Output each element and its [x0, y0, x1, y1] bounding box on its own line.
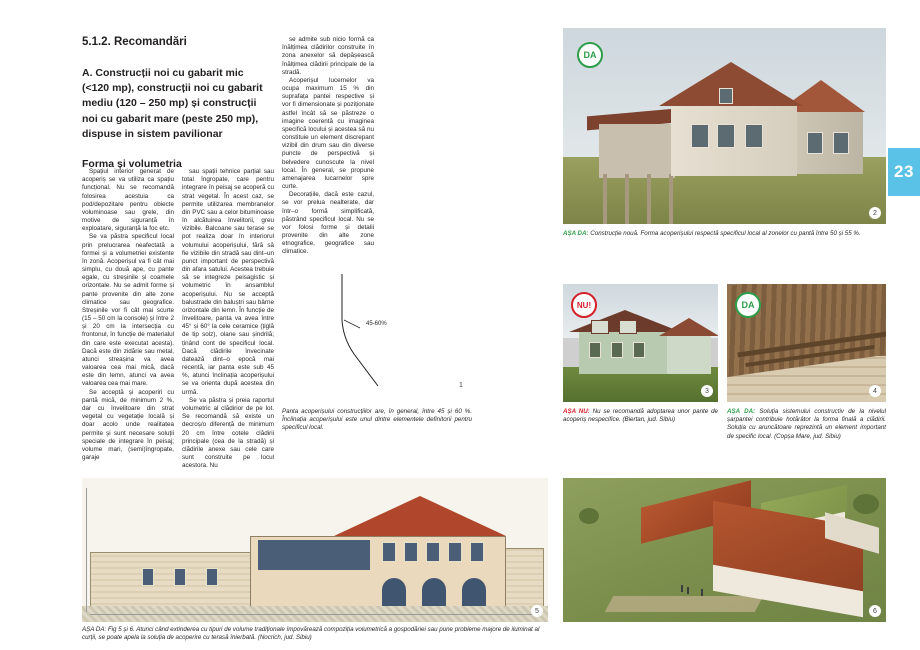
- body-text-1: Se va păstra specificul local prin prelucrarea neafectată a formei și a volumetriei existente în zonă. Acoperișul va fi cât mai simplu, cu două ape, cu pante egale, cu streșinile și coamele orizontale. Nu se admit forme și pante provenite din alte zone climatice sau geografice. Streșinile vor fi cât mai scurte (15 – 50 cm la console) și între 2 și 20 cm la intersecția cu frontonul, în funcție de materialul din care este executat acesta). Dacă este din zidărie sau metal, atunci streașina va avea valoarea cea mai mică, dacă este din lemn, atunci va avea valoarea cea mai mare.: [82, 233, 174, 388]
- render-person: [681, 585, 683, 592]
- render-post: [669, 174, 673, 224]
- render-person: [687, 587, 689, 594]
- render-window: [745, 124, 763, 148]
- render-window: [807, 132, 823, 154]
- body-text-3: Acoperișul lucernelor va ocupa maximum 15 % din suprafața pantei respective și vor fi dimensionate și poziționate astfel încât să se păstreze o imagine coerentă cu imaginea specifică locului și acestea să nu constituie un element discrepant vizibil din drum sau din diverse puncte de perspectivă și belvedere cunoscute la nivel local. În general, se propune amenajarea lucarnelor spre curte.: [282, 76, 374, 191]
- slope-angle-label: 45-60%: [366, 321, 387, 327]
- badge-da: DA: [577, 42, 603, 68]
- figure-number: 4: [869, 385, 881, 397]
- photo-window: [589, 342, 601, 358]
- body-text-3: se admite sub nicio formă ca înălțimea clădirilor construite în zona anexelor să depășească înălțimea clădirii principale de la stradă.: [282, 36, 374, 76]
- drawing-left-wing: [90, 552, 252, 610]
- render-window: [691, 124, 709, 148]
- render-tree: [579, 508, 599, 524]
- photo-dormer: [619, 320, 637, 334]
- photo-window: [611, 342, 623, 358]
- caption-text: Soluția sistemului constructiv de la nivelul șarpantei contribuie hotărâtor la forma finală a clădirii. Soluția cu aruncătoare reprezintă un element important de specific local. (Copșa Mare, jud. Sibiu): [727, 408, 886, 440]
- body-text-3: Decorațiile, dacă este cazul, se vor prelua nealterate, dar într–o formă simplificată, păstrând specificul local. Nu se vor folosi forme și detalii provenite din alte zone etnografice, geografice sau climatice.: [282, 191, 374, 256]
- figure-roof-structure-photo: [727, 284, 886, 402]
- subsection-title: A. Construcții noi cu gabarit mic (<120 mp), construcții noi cu gabarit mediu (120 – 250 mp) și construcții noi cu gabarit mare (peste 250 mp), dispuse in sistem pavilionar: [82, 67, 263, 140]
- badge-nu: NU!: [571, 292, 597, 318]
- caption-lead-da: AȘA DA:: [82, 626, 107, 633]
- figure-5-caption: [82, 626, 546, 643]
- caption-lead-da: AȘA DA:: [727, 408, 756, 415]
- drawing-arch-opening: [462, 578, 486, 606]
- body-text-1: Spațiul interior generat de acoperiș se va utiliza ca spațiu funcțional. Nu se recomandă folosirea acestuia ca pod/depozitare pentru obiecte voluminoase sau grele, din motive de siguranță în exploatare, siguranță la foc etc.: [82, 168, 174, 233]
- photo-house-wing: [667, 334, 711, 374]
- figure-2-caption: [563, 230, 886, 238]
- render-post: [647, 174, 651, 224]
- figure-section-drawing: [82, 478, 548, 622]
- figure-bad-roof-photo: [563, 284, 718, 402]
- photo-window: [633, 342, 645, 358]
- caption-lead-nu: AȘA NU:: [563, 408, 590, 415]
- figure-1-caption: [282, 408, 472, 433]
- render-tree: [853, 494, 879, 514]
- page-number-tab: 23: [888, 148, 920, 196]
- drawing-right-wing: [504, 548, 544, 610]
- drawing-window: [448, 542, 462, 562]
- photo-dormer: [591, 320, 609, 334]
- figure-roof-slope-diagram: [282, 268, 472, 396]
- render-post: [603, 174, 607, 224]
- render-window: [717, 124, 735, 148]
- figure-aerial-render: [563, 478, 886, 622]
- figure-number: 6: [869, 605, 881, 617]
- body-text-1: Se acceptă și acoperiri cu pantă mică, de minimum 2 %, dar cu învelitoare din strat vegetal cu vegetație locală și doar acolo unde realitatea permite și sunt necesare soluții speciale de integrare în peisaj; volume mari, (semi)îngropate, garaje: [82, 388, 174, 462]
- figure-number: 2: [869, 207, 881, 219]
- drawing-window: [206, 568, 218, 586]
- body-column-1: [82, 168, 174, 462]
- render-porch: [599, 124, 675, 178]
- subhead-title: Forma și volumetria: [82, 158, 182, 171]
- body-column-2: [182, 168, 274, 470]
- drawing-interior-void: [258, 540, 370, 570]
- drawing-window: [470, 542, 484, 562]
- render-post: [625, 174, 629, 224]
- drawing-main-roof: [334, 496, 506, 536]
- render-window: [833, 132, 849, 154]
- render-wing: [791, 112, 863, 174]
- figure-3-caption: [563, 408, 718, 424]
- body-text-2: sau spații tehnice parțial sau total îngropate, care pentru integrare în peisaj se acoperă cu strat vegetal. În acest caz, se permite utilizarea membranelor din PVC sau a celor bituminoase în alcătuirea învelitorii, greu vizibile. Balcoane sau terase se pot realiza doar în interiorul volumului acoperișului, fără să fie vizibile din stradă sau dint–un punct important de perspectivă din afara satului. Acestea trebuie să se integreze peisagistic și volumetric în ansamblul acoperișului. Nu se acceptă balustrade din baluștri sau bârne orizontale din lemn. În funcție de învelitoare, panta va avea între 45° și 60° la cele ceramice (țiglă de tip solz), olane sau șindrilă; ținând cont de specificul local. Dacă clădirile învecinate datează dint–o epocă mai recentă, iar panta este sub 45 %, atunci înclinația acoperișului se va orienta după acestea din urmă.: [182, 168, 274, 396]
- caption-text: Nu se recomandă adoptarea unor pante de acoperiș nespecifice. (Biertan, jud. Sibiu): [563, 408, 718, 424]
- figure-4-caption: [727, 408, 886, 441]
- headings-block: [82, 36, 272, 180]
- render-gable-window: [719, 88, 733, 104]
- caption-lead-da: AȘA DA:: [563, 230, 589, 237]
- body-column-3: [282, 36, 374, 257]
- caption-text: Panta acoperișului construcțiilor are, în general, între 45 și 60 %. Înclinația acoperișului este unul dintre elementele definitorii pentru specificul local.: [282, 408, 472, 432]
- render-person: [701, 589, 703, 596]
- page-title: 5.1.2. Recomandări: [82, 36, 187, 48]
- caption-text: Construcție nouă. Forma acoperișului respectă specificul local al zonelor cu pantă între 50 și 55 %.: [588, 230, 861, 237]
- body-text-2: Se va păstra și preia raportul volumetric al clădirior de pe lot. Se recomandă să existe un decroș/o diferență de minimum 20 cm între cotele clădirii principale (cea de la stradă) și clădirile anexe sau cele care sunt construite pe locul acestora. Nu: [182, 396, 274, 470]
- photo-secondary-roof: [659, 318, 718, 336]
- figure-number: 3: [701, 385, 713, 397]
- render-path: [605, 596, 764, 612]
- drawing-dimension-line: [86, 488, 87, 612]
- slope-diagram-svg: [282, 268, 472, 396]
- drawing-window: [426, 542, 440, 562]
- drawing-window: [142, 568, 154, 586]
- badge-da: DA: [735, 292, 761, 318]
- drawing-window: [382, 542, 396, 562]
- caption-text: Fig 5 și 6. Atunci când extinderea cu tipuri de volume tradiționale împovărează compoziția volumetrică a gospodăriei sau pune probleme majore de iluminat al curții, se poate apela la soluția de acoperire cu terasă înierbată. (Nocrich, jud. Sibiu): [82, 626, 540, 642]
- drawing-arch-opening: [422, 578, 446, 606]
- figure-number: 1: [455, 379, 467, 391]
- drawing-dimension-line: [90, 614, 540, 615]
- drawing-arch-opening: [382, 578, 406, 606]
- drawing-window: [174, 568, 186, 586]
- figure-new-house-render: [563, 28, 886, 224]
- drawing-window: [404, 542, 418, 562]
- figure-number: 5: [531, 605, 543, 617]
